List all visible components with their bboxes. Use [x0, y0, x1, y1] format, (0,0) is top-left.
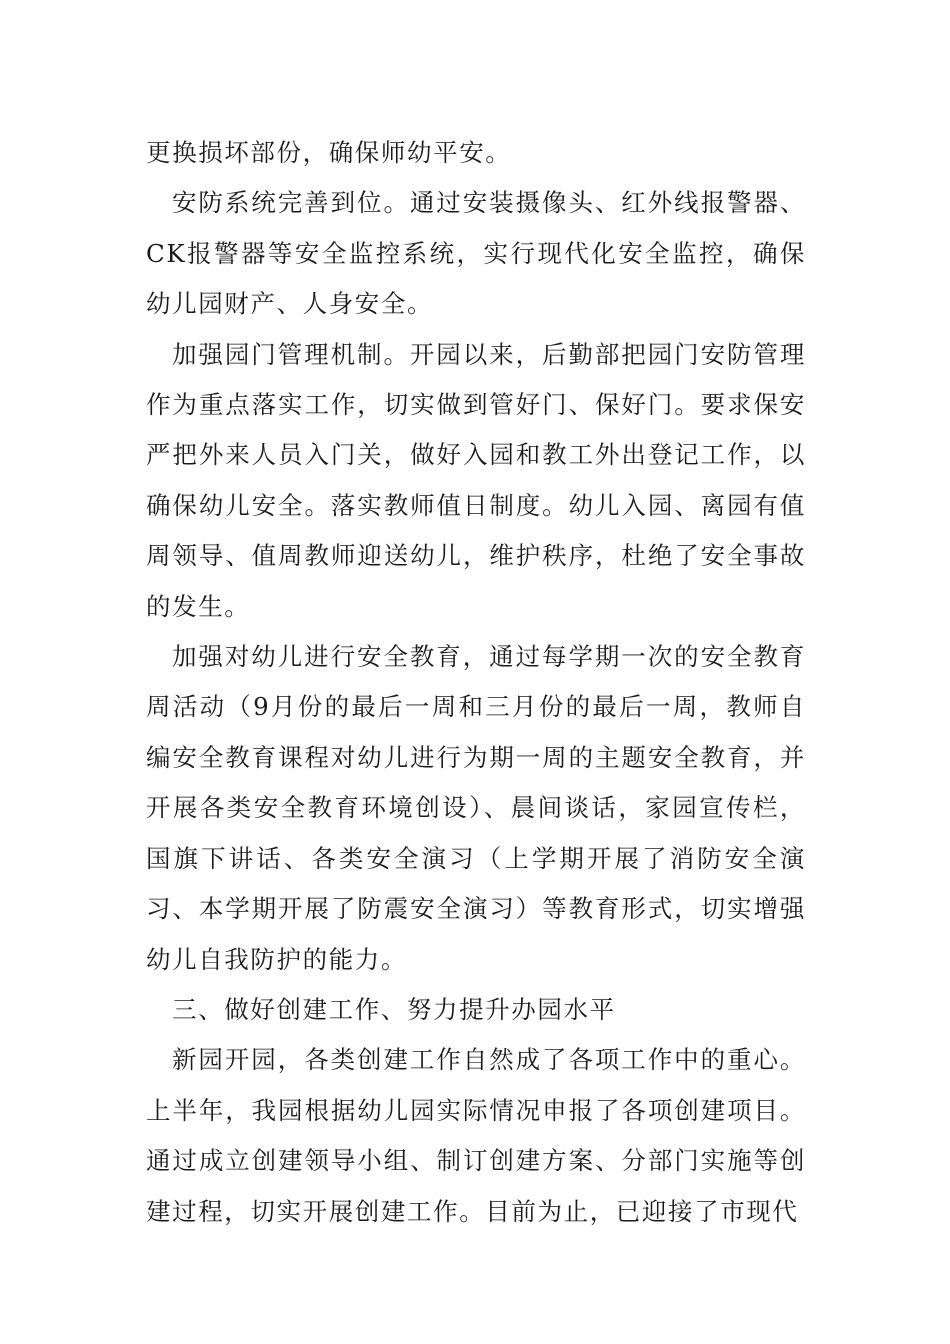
paragraph-security-system: 安防系统完善到位。通过安装摄像头、红外线报警器、CK报警器等安全监控系统，实行现代化安全监控，确保幼儿园财产、人身安全。 [146, 188, 806, 319]
document-body [146, 128, 806, 1237]
section-heading: 三、做好创建工作、努力提升办园水平 [172, 994, 616, 1024]
paragraph-gate-management: 加强园门管理机制。开园以来，后勤部把园门安防管理作为重点落实工作，切实做到管好门、保好门。要求保安严把外来人员入门关，做好入园和教工外出登记工作，以确保幼儿安全。落实教师值日制度。幼儿入园、离园有值周领导、值周教师迎送幼儿，维护秩序，杜绝了安全事故的发生。 [146, 339, 806, 621]
paragraph-safety-education: 加强对幼儿进行安全教育，通过每学期一次的安全教育周活动（9月份的最后一周和三月份的最后一周，教师自编安全教育课程对幼儿进行为期一周的主题安全教育，并开展各类安全教育环境创设）、晨间谈话，家园宣传栏，国旗下讲话、各类安全演习（上学期开展了消防安全演习、本学期开展了防震安全演习）等教育形式，切实增强幼儿自我防护的能力。 [146, 642, 806, 974]
paragraph-continuation: 更换损坏部份，确保师幼平安。 [146, 138, 512, 167]
paragraph-creation-work: 新园开园，各类创建工作自然成了各项工作中的重心。上半年，我园根据幼儿园实际情况申报了各项创建项目。通过成立创建领导小组、制订创建方案、分部门实施等创建过程，切实开展创建工作。目前为止，已迎接了市现代 [146, 1045, 806, 1226]
